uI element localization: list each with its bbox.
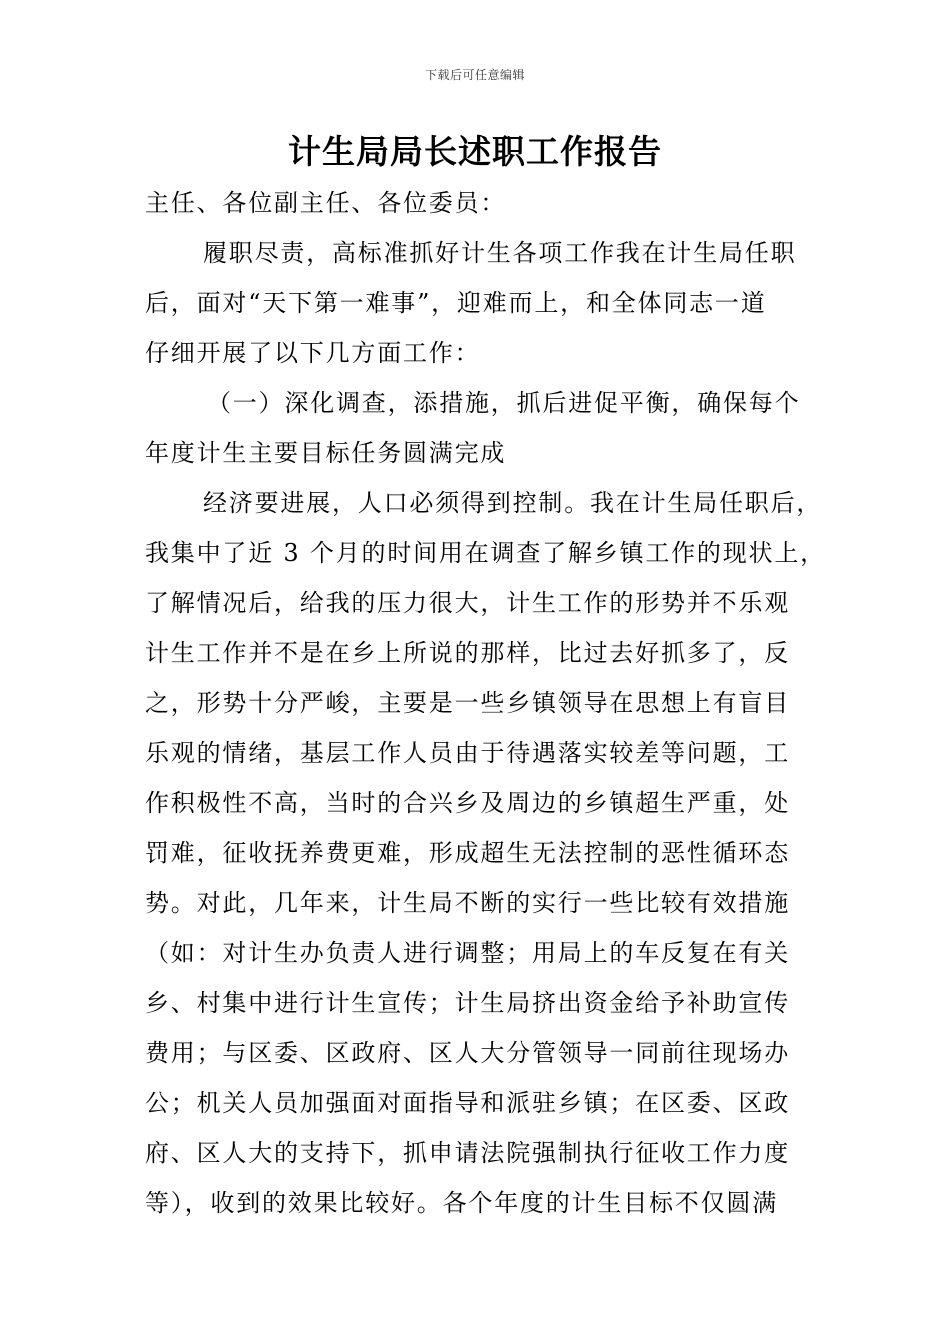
section-heading-1 (145, 378, 813, 478)
paragraph-line: 乡、村集中进行计生宣传；计生局挤出资金给予补助宣传 (145, 989, 790, 1017)
paragraph-line: 势。对此，几年来，计生局不断的实行一些比较有效措施 (145, 889, 790, 917)
paragraph-line: 之，形势十分严峻，主要是一些乡镇领导在思想上有盲目 (145, 689, 790, 717)
paragraph-line: 费用；与区委、区政府、区人大分管领导一同前往现场办 (145, 1039, 790, 1067)
paragraph-2 (145, 478, 826, 1228)
salutation: 主任、各位副主任、各位委员： (145, 189, 507, 217)
paragraph-line: （如：对计生办负责人进行调整；用局上的车反复在有关 (145, 939, 790, 967)
paragraph-1 (145, 228, 813, 378)
document-title: 计生局局长述职工作报告 (288, 132, 662, 171)
download-note: 下载后可任意编辑 (424, 68, 525, 82)
paragraph-line: 等），收到的效果比较好。各个年度的计生目标不仅圆满 (145, 1189, 778, 1217)
paragraph-line: 经济要进展，人口必须得到控制。我在计生局任职后， (203, 489, 823, 517)
document-body (145, 178, 826, 1228)
paragraph-line: 我集中了近 3 个月的时间用在调查了解乡镇工作的现状上， (145, 539, 826, 567)
paragraph-line: 罚难，征收抚养费更难，形成超生无法控制的恶性循环态 (145, 839, 790, 867)
paragraph-line: 了解情况后，给我的压力很大，计生工作的形势并不乐观 (145, 589, 790, 617)
section-heading-line: （一）深化调查，添措施，抓后进促平衡，确保每个 (207, 389, 801, 417)
paragraph-line: 乐观的情绪，基层工作人员由于待遇落实较差等问题，工 (145, 739, 790, 767)
paragraph-line: 府、区人大的支持下，抓申请法院强制执行征收工作力度 (145, 1139, 790, 1167)
paragraph-line: 履职尽责，高标准抓好计生各项工作我在计生局任职 (203, 239, 797, 267)
paragraph-line: 作积极性不高，当时的合兴乡及周边的乡镇超生严重，处 (145, 789, 790, 817)
paragraph-line: 后，面对“天下第一难事”，迎难而上，和全体同志一道 (145, 289, 767, 317)
paragraph-line: 公；机关人员加强面对面指导和派驻乡镇；在区委、区政 (145, 1089, 790, 1117)
paragraph-line: 计生工作并不是在乡上所说的那样，比过去好抓多了，反 (145, 639, 790, 667)
section-heading-line: 年度计生主要目标任务圆满完成 (145, 439, 507, 467)
paragraph-line: 仔细开展了以下几方面工作： (145, 339, 481, 367)
